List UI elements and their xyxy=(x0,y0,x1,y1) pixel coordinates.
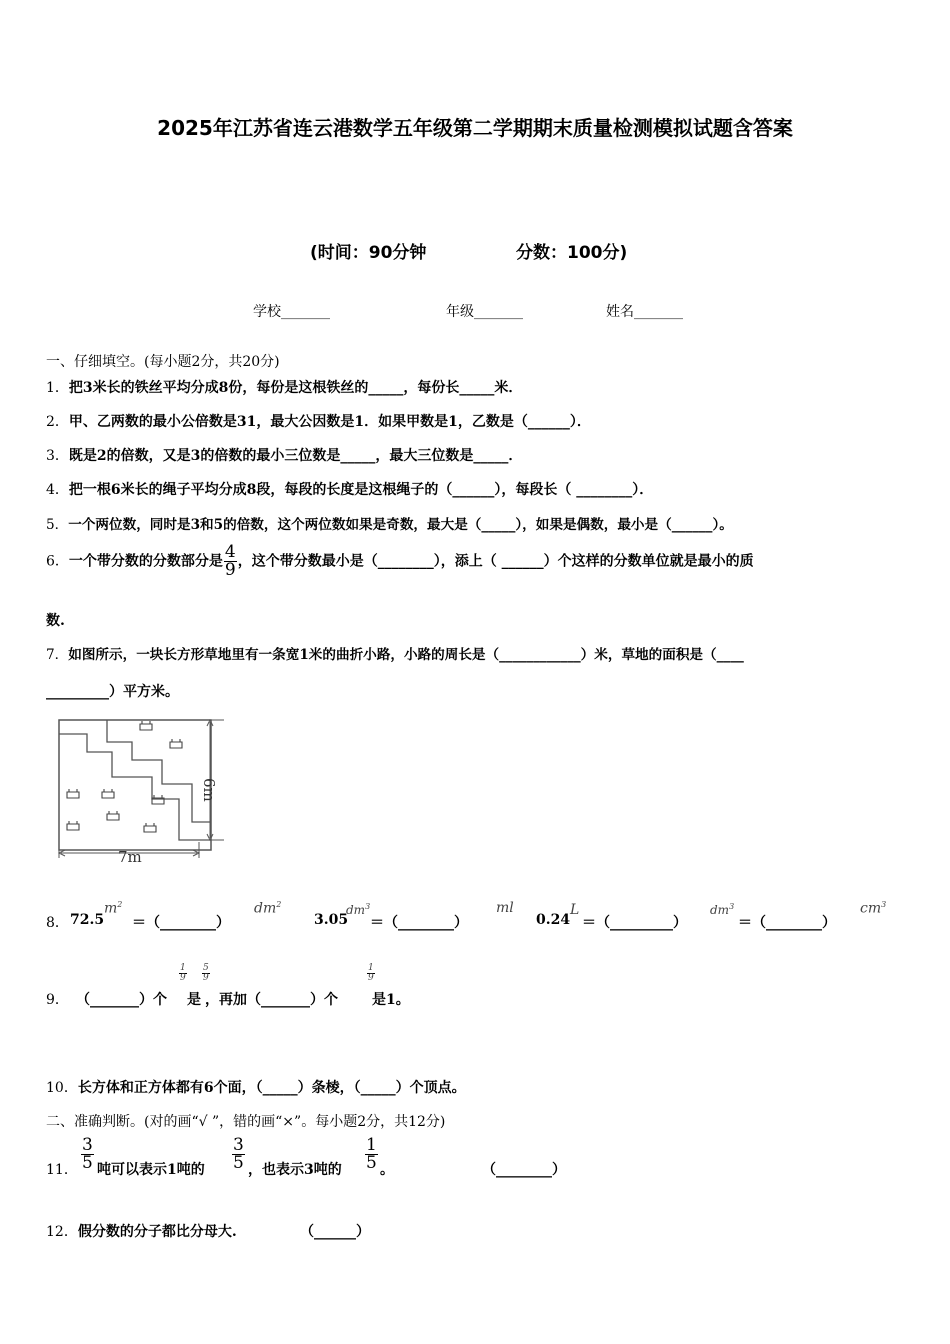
path-edge-lower xyxy=(59,734,211,840)
question-3 xyxy=(46,445,522,465)
question-text: 一个带分数的分数部分是 xyxy=(68,553,223,570)
unit-text: m xyxy=(104,900,118,917)
q8-blank-1: ＝（________） xyxy=(132,915,230,931)
fraction-numerator: 1 xyxy=(366,1135,377,1155)
grass-mark xyxy=(102,789,114,798)
fraction-1-9 xyxy=(367,964,375,983)
question-7 xyxy=(46,643,744,663)
fraction-denominator: 9 xyxy=(180,973,186,983)
fraction-denominator: 5 xyxy=(82,1153,93,1173)
exam-time: (时间：90分钟 xyxy=(310,243,427,263)
q8-unit-5: L xyxy=(570,902,580,918)
question-4 xyxy=(46,479,653,499)
q11-text-2: ，也表示3吨的 xyxy=(248,1162,342,1178)
fraction-3-5 xyxy=(232,1137,245,1172)
question-number: 4． xyxy=(46,482,69,498)
fraction-denominator: 5 xyxy=(366,1153,377,1173)
fraction-denominator: 5 xyxy=(233,1153,244,1173)
fraction-denominator: 9 xyxy=(368,973,374,983)
question-text: 既是2的倍数，又是3的倍数的最小三位数是_____，最大三位数是_____． xyxy=(68,448,523,464)
exam-score: 分数：100分) xyxy=(516,243,628,263)
fraction-numerator: 1 xyxy=(180,963,186,973)
question-number: 10． xyxy=(46,1080,78,1096)
unit-exponent: 3 xyxy=(729,902,735,911)
fraction-numerator: 4 xyxy=(224,542,236,562)
q8-value-3: 0.24 xyxy=(536,912,571,928)
grass-mark xyxy=(140,721,152,730)
unit-exponent: 3 xyxy=(881,900,887,909)
q8-unit-6 xyxy=(710,902,734,917)
fraction-denominator: 9 xyxy=(224,560,236,580)
fraction-1-9 xyxy=(179,964,187,983)
name-field: 姓名_______ xyxy=(606,304,683,320)
grass-mark xyxy=(67,821,79,830)
q8-blank-3: ＝（_________） xyxy=(582,915,687,931)
grass-mark xyxy=(144,823,156,832)
grass-mark xyxy=(107,811,119,820)
path-edge-upper xyxy=(107,720,211,822)
unit-exponent: 3 xyxy=(365,902,371,911)
question-number: 1． xyxy=(46,380,69,396)
question-6 xyxy=(46,544,754,579)
question-text: 甲、乙两数的最小公倍数是31，最大公因数是1．如果甲数是1，乙数是（______）． xyxy=(68,414,591,430)
question-number: 11． xyxy=(46,1162,78,1178)
unit-exponent: 2 xyxy=(276,900,282,909)
grass-mark xyxy=(67,789,79,798)
question-2 xyxy=(46,411,591,431)
question-number: 3． xyxy=(46,448,69,464)
question-9 xyxy=(46,962,546,1012)
q8-unit-4: ml xyxy=(496,900,514,916)
fraction-1-5 xyxy=(365,1137,378,1172)
fraction-numerator: 1 xyxy=(368,963,374,973)
school-field: 学校_______ xyxy=(253,304,330,320)
grade-field: 年级_______ xyxy=(446,304,523,320)
unit-exponent: 2 xyxy=(117,900,123,909)
q9-blank-1: （_______）个 xyxy=(76,992,167,1008)
lawn-diagram xyxy=(52,712,232,864)
unit-text: dm xyxy=(710,903,730,917)
q8-value-2: 3.05 xyxy=(314,912,349,928)
question-number: 12． xyxy=(46,1224,78,1240)
q8-unit-2 xyxy=(254,900,281,917)
q11-answer-blank: （________） xyxy=(482,1162,566,1178)
question-6-continued: 数. xyxy=(46,613,65,629)
fraction-4-9 xyxy=(224,544,237,579)
question-11 xyxy=(46,1135,606,1183)
section-1-heading: 一、仔细填空。(每小题2分，共20分) xyxy=(46,354,280,370)
fraction-numerator: 3 xyxy=(82,1135,93,1155)
grass-mark xyxy=(170,739,182,748)
question-number: 5． xyxy=(46,517,69,533)
question-number: 2． xyxy=(46,414,69,430)
height-label: 6m xyxy=(200,778,218,802)
q9-blank-2: ，再加（_______）个 xyxy=(205,992,338,1008)
fraction-denominator: 9 xyxy=(203,973,209,983)
question-text: 把一根6米长的绳子平均分成8段，每段的长度是这根绳子的（______），每段长（ ________）． xyxy=(68,482,654,498)
question-10 xyxy=(46,1077,466,1097)
lawn-border xyxy=(59,720,211,850)
question-text-continued: ，这个带分数最小是（________），添上（ ______）个这样的分数单位就是最小的质 xyxy=(237,553,754,570)
question-text: 长方体和正方体都有6个面，（_____）条棱，（_____）个顶点。 xyxy=(77,1080,466,1096)
q9-text-end: 是1。 xyxy=(372,992,410,1008)
question-5 xyxy=(46,513,733,533)
page-title: 2025年江苏省连云港数学五年级第二学期期末质量检测模拟试题含答案 xyxy=(157,116,793,140)
width-label: 7m xyxy=(118,848,142,864)
question-number: 8． xyxy=(46,915,69,931)
question-number: 6． xyxy=(46,553,69,570)
q8-blank-2: ＝（________） xyxy=(370,915,468,931)
question-1 xyxy=(46,377,522,397)
unit-text: dm xyxy=(346,903,366,917)
question-text: 把3米长的铁丝平均分成8份，每份是这根铁丝的_____，每份长_____米． xyxy=(68,380,523,396)
fraction-5-9 xyxy=(202,964,210,983)
question-8 xyxy=(46,898,926,938)
q8-unit-3 xyxy=(346,902,370,917)
q8-blank-4: ＝（________） xyxy=(738,915,836,931)
unit-text: dm xyxy=(254,900,277,917)
q8-value-1: 72.5 xyxy=(70,912,105,928)
question-12 xyxy=(46,1221,237,1241)
question-7-continued: _________）平方米。 xyxy=(46,684,179,700)
unit-text: cm xyxy=(860,900,882,917)
fraction-3-5 xyxy=(81,1137,94,1172)
fraction-numerator: 3 xyxy=(233,1135,244,1155)
q12-answer-blank: （______） xyxy=(300,1224,370,1240)
fraction-numerator: 5 xyxy=(203,963,209,973)
q8-unit-7 xyxy=(860,900,886,917)
q11-text-1: 吨可以表示1吨的 xyxy=(97,1162,205,1178)
q8-unit-1 xyxy=(104,900,122,917)
question-number: 9． xyxy=(46,992,69,1008)
question-text: 如图所示，一块长方形草地里有一条宽1米的曲折小路，小路的周长是（____________）米，草地的面积是（____ xyxy=(68,647,744,663)
q11-text-3: 。 xyxy=(380,1162,394,1178)
section-2-heading: 二、准确判断。(对的画“√ ”，错的画“×”。每小题2分，共12分) xyxy=(46,1114,446,1130)
question-text: 假分数的分子都比分母大. xyxy=(77,1224,237,1240)
q9-text-is: 是 xyxy=(187,992,201,1008)
question-number: 7． xyxy=(46,647,69,663)
question-text: 一个两位数，同时是3和5的倍数，这个两位数如果是奇数，最大是（_____），如果是偶数，最小是（______）。 xyxy=(68,517,733,533)
